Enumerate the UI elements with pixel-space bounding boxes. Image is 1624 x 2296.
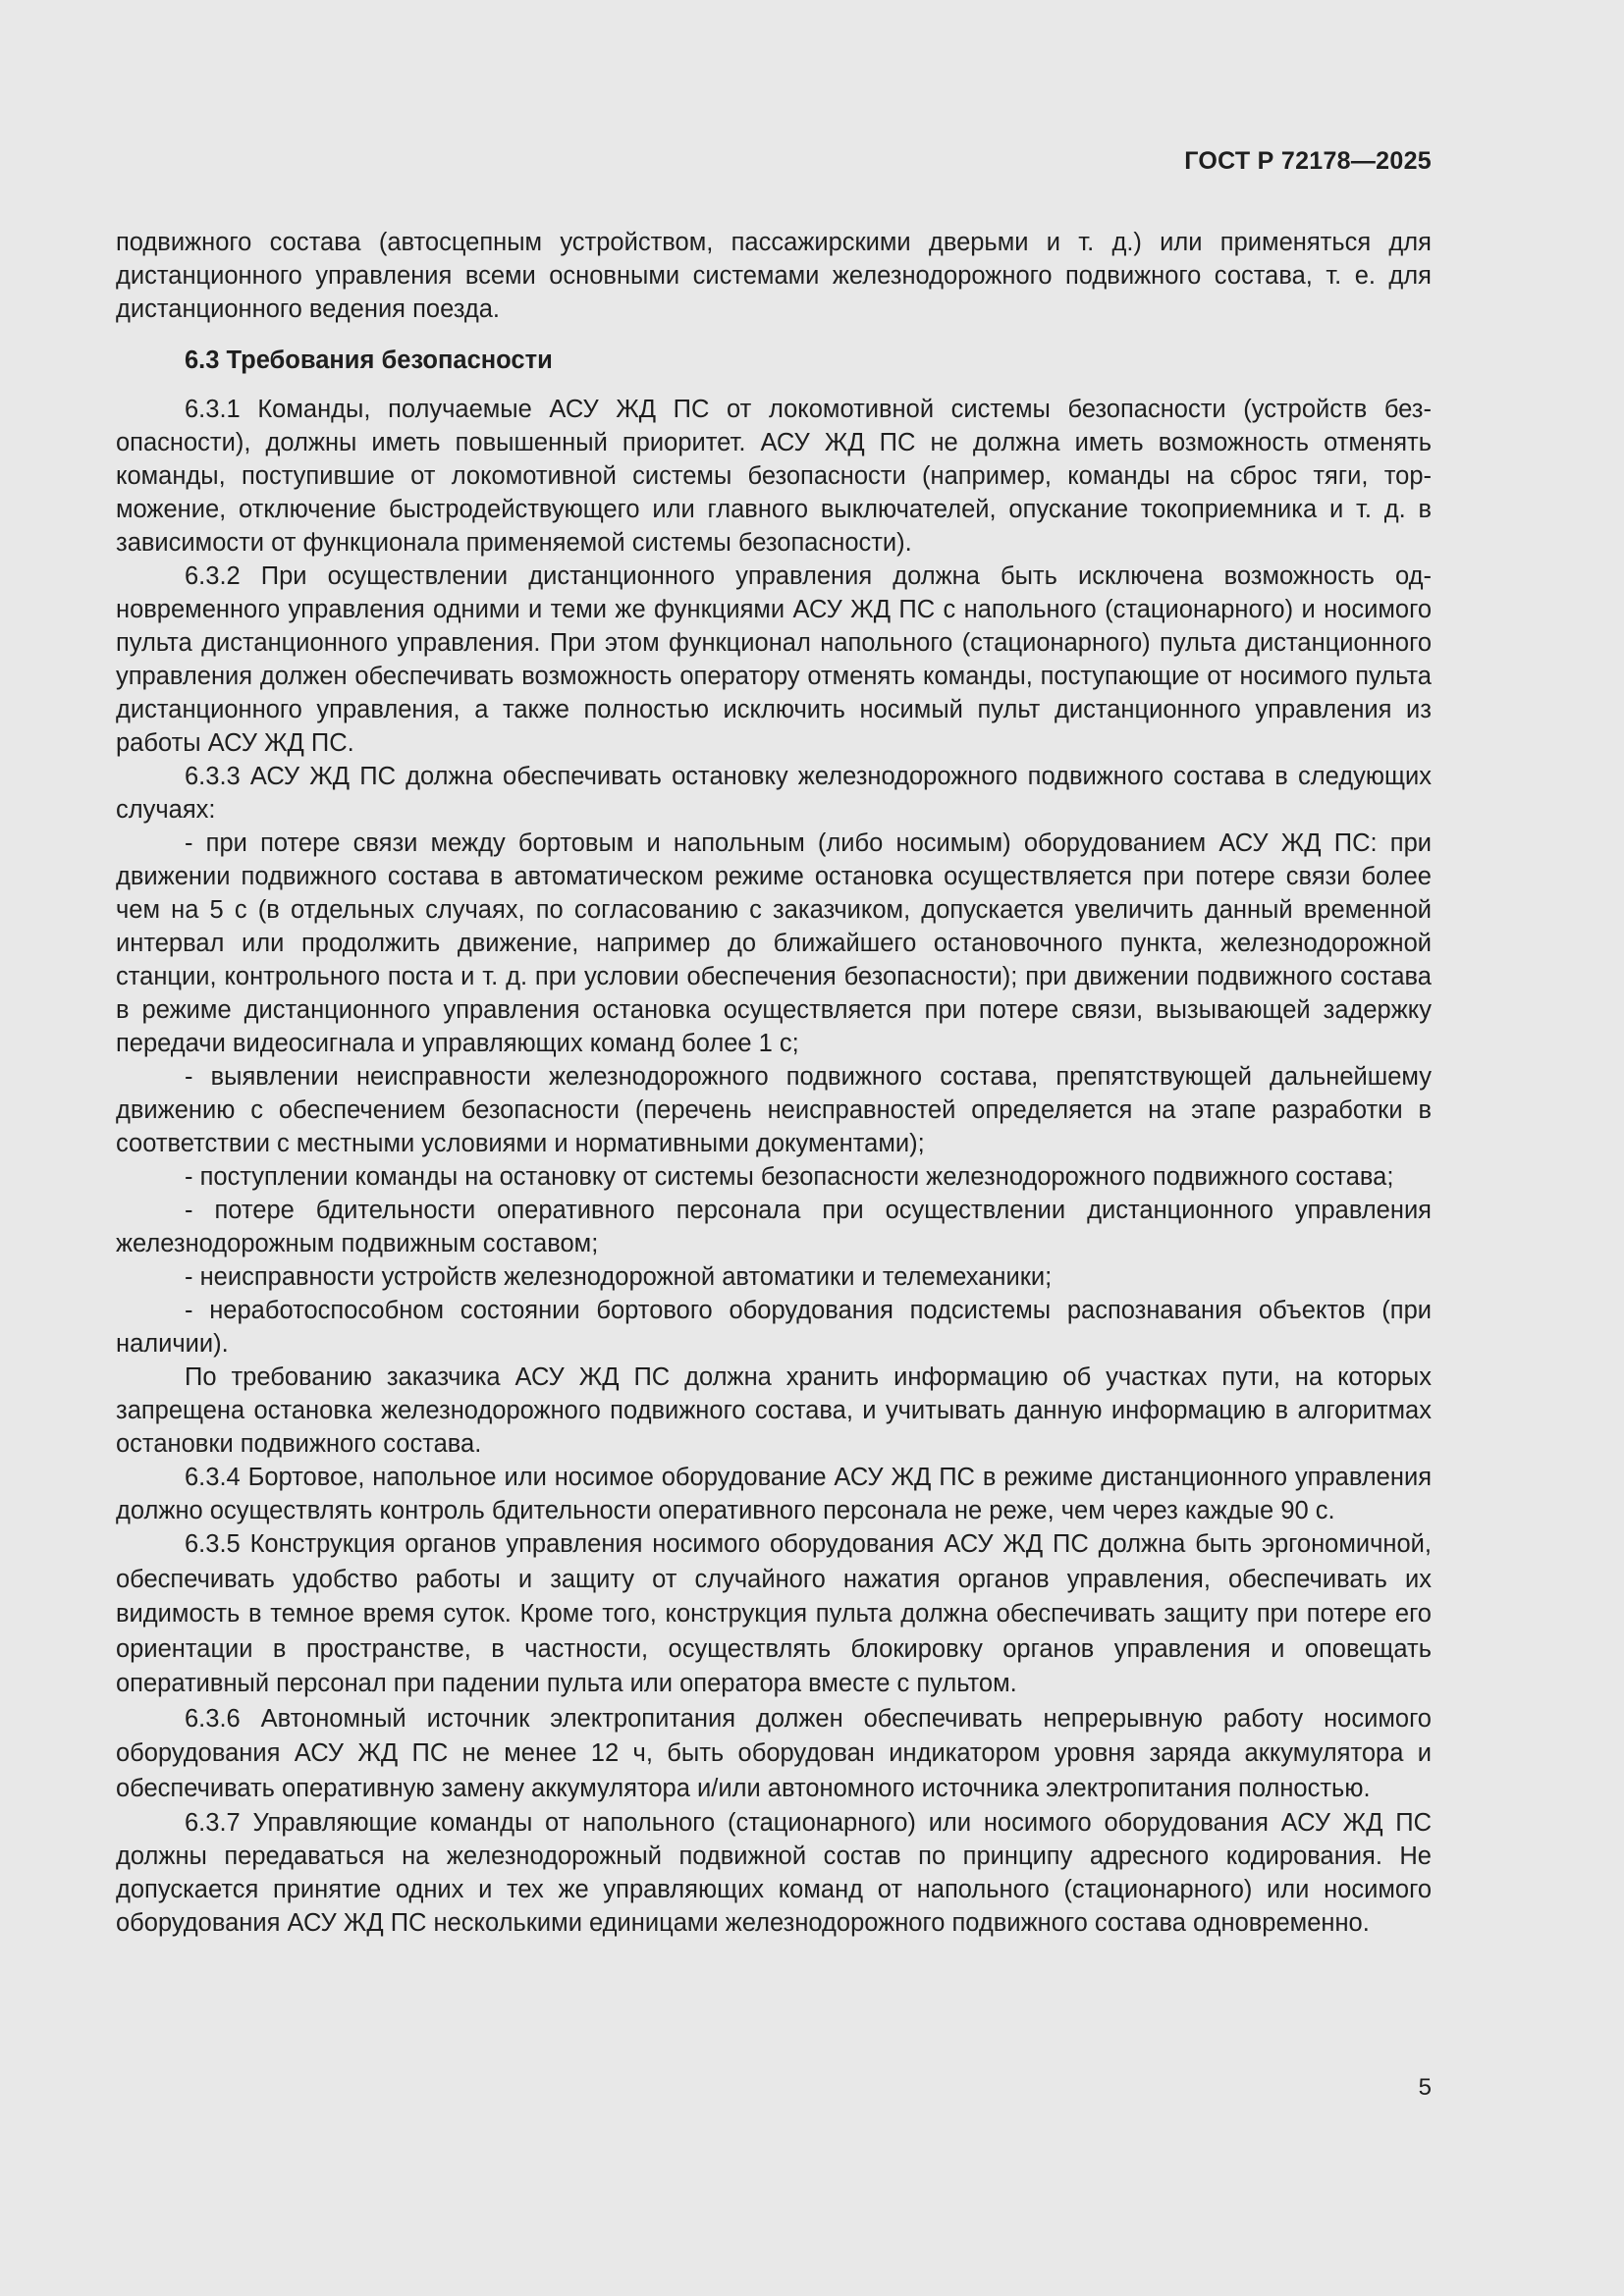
page-number: 5 [1418, 2074, 1432, 2101]
clause-6-3-2: 6.3.2 При осуществлении дистанционного управления должна быть исключена возможность одновременного управления одними и теми же функциями АСУ ЖД ПС с напольного (стационарного) и носимого пульта дистанционного управления. При этом функционал напольного (стационарного) пульта дистанционного управления должен обеспечивать возможность оператору отменять команды, поступающие от носимого пульта дистанционного управления, а также полностью исключить носимый пульт дистанционного управления из работы АСУ ЖД ПС. [116, 562, 1432, 757]
clause-6-3-1: 6.3.1 Команды, получаемые АСУ ЖД ПС от локомотивной системы безопасности (устройств безопасности), должны иметь повышенный приоритет. АСУ ЖД ПС не должна иметь возможность отменять команды, поступившие от локомотивной системы безопасности (например, команды на сброс тяги, торможение, отключение быстродействующего или главного выключателей, опускание токоприемника и т. д. в зависимости от функционала применяемой системы безопасности). [116, 396, 1432, 557]
list-item: - выявлении неисправности железнодорожного подвижного состава, препятствующей дальнейшему движению с обеспечением безопасности (перечень неисправностей определяется на этапе разработки в соответствии с местными условиями и нормативными документами); [116, 1063, 1432, 1157]
document-body [116, 226, 1432, 1940]
list-item: - неработоспособном состоянии бортового оборудования подсистемы распознавания объектов (при наличии). [116, 1297, 1432, 1358]
document-page [116, 0, 1432, 2296]
document-code-header: ГОСТ Р 72178—2025 [1184, 147, 1432, 175]
list-item: - неисправности устройств железнодорожной автоматики и телемеханики; [185, 1263, 1053, 1291]
clause-6-3-3: 6.3.3 АСУ ЖД ПС должна обеспечивать остановку железнодорожного подвижного состава в следующих случаях: [116, 763, 1432, 824]
clause-6-3-6: 6.3.6 Автономный источник электропитания должен обеспечивать непрерывную работу носимого оборудования АСУ ЖД ПС не менее 12 ч, быть оборудован индикатором уровня заряда аккумулятора и обеспечивать оперативную замену аккумулятора и/или автономного источника электропитания полностью. [116, 1704, 1432, 1802]
list-item: - потере бдительности оперативного персонала при осуществлении дистанционного управления железнодорожным подвижным составом; [116, 1197, 1432, 1257]
list-item: - поступлении команды на остановку от системы безопасности железнодорожного подвижного состава; [185, 1163, 1394, 1191]
clause-6-3-7: 6.3.7 Управляющие команды от напольного (стационарного) или носимого оборудования АСУ ЖД ПС должны передаваться на железнодорожный подвижной состав по принципу адресного кодирования. Не допускается принятие одних и тех же управляющих команд от напольного (стационарного) или носимого оборудования АСУ ЖД ПС несколькими единицами железнодорожного подвижного состава одновременно. [116, 1809, 1432, 1937]
paragraph-customer-requirement: По требованию заказчика АСУ ЖД ПС должна хранить информацию об участках пути, на которых запрещена остановка железнодорожного подвижного состава, и учитывать данную информацию в алгоритмах остановки подвижного состава. [116, 1363, 1432, 1458]
paragraph-continuation: подвижного состава (автосцепным устройством, пассажирскими дверьми и т. д.) или применяться для дистанционного управления всеми основными системами железнодорожного подвижного состава, т. е. для дистанционного ведения поезда. [116, 229, 1432, 323]
list-item: - при потере связи между бортовым и напольным (либо носимым) оборудованием АСУ ЖД ПС: при движении подвижного состава в автоматическом режиме остановка осуществляется при потере связи более чем на 5 с (в отдельных случаях, по согласованию с заказчиком, допускается увеличить данный временной интервал или продолжить движение, например до ближайшего остановочного пункта, железнодорожной станции, контрольного поста и т. д. при условии обеспечения безопасности); при движении подвижного состава в режиме дистанционного управления остановка осуществляется при потере связи, вызывающей задержку передачи видеосигнала и управляющих команд более 1 с; [116, 829, 1432, 1057]
clause-6-3-4: 6.3.4 Бортовое, напольное или носимое оборудование АСУ ЖД ПС в режиме дистанционного управления должно осуществлять контроль бдительности оперативного персонала не реже, чем через каждые 90 с. [116, 1464, 1432, 1524]
section-title: 6.3 Требования безопасности [185, 347, 553, 374]
clause-6-3-5: 6.3.5 Конструкция органов управления носимого оборудования АСУ ЖД ПС должна быть эргономичной, обеспечивать удобство работы и защиту от случайного нажатия органов управления, обеспечивать их видимость в темное время суток. Кроме того, конструкция пульта должна обеспечивать защиту при потере его ориентации в пространстве, в частности, осуществлять блокировку органов управления и оповещать оперативный персонал при падении пульта или оператора вместе с пультом. [116, 1530, 1432, 1697]
